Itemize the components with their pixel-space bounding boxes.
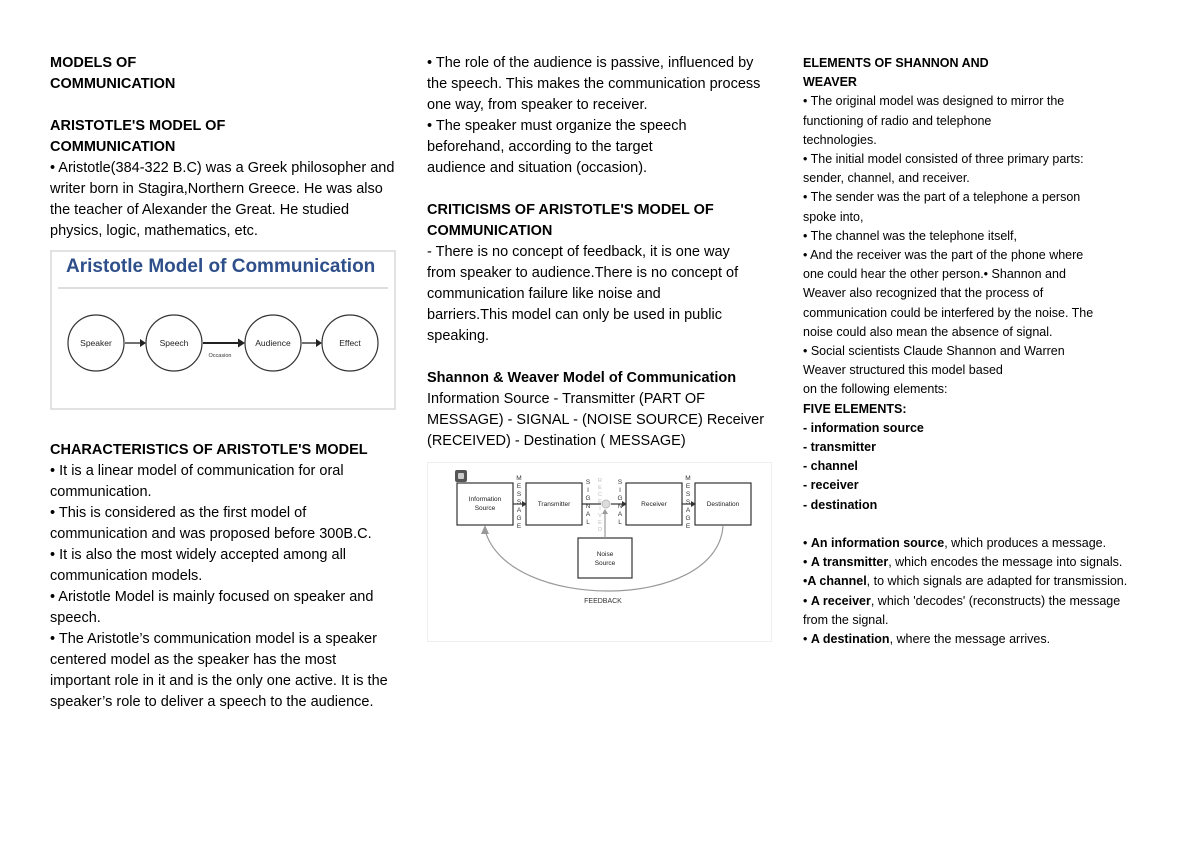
aristotle-heading-line1: ARISTOTLE'S MODEL OF [50, 118, 226, 134]
criticisms-heading-line1: CRITICISMS OF ARISTOTLE'S MODEL OF [427, 202, 714, 218]
elements-line-13: noise could also mean the absence of signal. [803, 324, 1053, 339]
aristotle-figure-title: Aristotle Model of Communication [66, 256, 376, 277]
message-label-right: M E S S A G E [685, 475, 691, 530]
elements-line-15: Weaver structured this model based [803, 363, 1003, 378]
information-source-box [457, 483, 513, 525]
elements-line-12: communication could be interfered by the noise. The [803, 305, 1094, 320]
characteristics-heading: CHARACTERISTICS OF ARISTOTLE'S MODEL [50, 442, 368, 458]
elements-line-14: • Social scientists Claude Shannon and Warren [803, 344, 1065, 359]
elements-line-9: • And the receiver was the part of the phone where [803, 248, 1084, 263]
speaker-bullet-line1: • The speaker must organize the speech [427, 118, 687, 134]
elements-line-7: spoke into, [803, 209, 864, 224]
elements-line-16: on the following elements: [803, 382, 948, 397]
aristotle-heading-line2: COMMUNICATION [50, 139, 176, 155]
column-1 [50, 53, 400, 713]
speaker-bullet-line3: audience and situation (occasion). [427, 160, 648, 176]
elements-line-5: sender, channel, and receiver. [803, 171, 970, 186]
noise-label-1: Noise [596, 551, 614, 558]
elements-line-4: • The initial model consisted of three primary parts: [803, 152, 1084, 167]
criticisms-heading-line2: COMMUNICATION [427, 223, 553, 239]
definition-item: • A destination, where the message arrives. [803, 632, 1051, 647]
criticisms-text-line1: - There is no concept of feedback, it is one way [427, 244, 730, 260]
transmitter-label: Transmitter [537, 501, 571, 508]
shannon-text-line1: Information Source - Transmitter (PART OF [427, 391, 705, 407]
five-element-4: - receiver [803, 478, 859, 493]
received-label: R E C E I V E D [598, 478, 602, 533]
node-effect: Effect [339, 338, 361, 348]
shannon-text-line2: MESSAGE) - SIGNAL - (NOISE SOURCE) Receiver [427, 412, 765, 428]
elements-line-2: functioning of radio and telephone [803, 113, 992, 128]
characteristic-item-1: • It is a linear model of communication for oral communication. [50, 463, 344, 500]
feedback-label: FEEDBACK [584, 598, 622, 605]
elements-line-10: one could hear the other person.• Shannon and [803, 267, 1066, 282]
node-speech: Speech [159, 338, 189, 348]
elements-line-3: technologies. [803, 132, 877, 147]
criticisms-text-line3: communication failure like noise and [427, 286, 661, 302]
elements-line-6: • The sender was the part of a telephone a person [803, 190, 1081, 205]
shannon-diagram [427, 462, 772, 642]
signal-label-left: S I G N A L [585, 479, 591, 526]
elements-line-11: Weaver also recognized that the process of [803, 286, 1044, 301]
elements-line-1: • The original model was designed to mirror the [803, 94, 1065, 109]
audience-role-bullet: • The role of the audience is passive, influenced by the speech. This makes the communication process one way, from speaker to receiver. [427, 55, 761, 113]
definition-item: • An information source, which produces a message. [803, 536, 1107, 551]
column-2 [427, 53, 772, 640]
node-audience: Audience [255, 338, 291, 348]
criticisms-text-line4: barriers.This model can only be used in public [427, 307, 722, 323]
information-source-label-1: Information [468, 496, 502, 503]
shannon-heading: Shannon & Weaver Model of Communication [427, 370, 737, 386]
criticisms-text-line2: from speaker to audience.There is no concept of [427, 265, 739, 281]
node-speaker: Speaker [80, 338, 112, 348]
noise-label-2: Source [594, 560, 616, 567]
five-elements-heading: FIVE ELEMENTS: [803, 401, 907, 416]
document-title-line1: MODELS OF [50, 55, 137, 71]
characteristic-item-4: • Aristotle Model is mainly focused on speaker and speech. [50, 589, 374, 626]
five-element-2: - transmitter [803, 440, 876, 455]
aristotle-bio: • Aristotle(384-322 B.C) was a Greek philosopher and writer born in Stagira,Northern Greece. He was also the teacher of Alexander the Great. He studied physics, logic, mathematics, etc. [50, 160, 395, 239]
criticisms-text-line5: speaking. [427, 328, 490, 344]
information-source-label-2: Source [474, 505, 496, 512]
five-element-1: - information source [803, 420, 924, 435]
occasion-label: Occasion [208, 353, 232, 359]
speaker-bullet-line2: beforehand, according to the target [427, 139, 653, 155]
aristotle-model-figure [50, 250, 396, 410]
receiver-label: Receiver [641, 501, 667, 508]
characteristic-item-2: • This is considered as the first model of communication and was proposed before 300B.C. [50, 505, 372, 542]
elements-heading-line2: WEAVER [803, 75, 857, 90]
noise-source-box [578, 538, 632, 578]
definition-item: •A channel, to which signals are adapted for transmission. [803, 574, 1128, 589]
destination-label: Destination [706, 501, 740, 508]
signal-label-right: S I G N A L [617, 479, 623, 526]
elements-heading-line1: ELEMENTS OF SHANNON AND [803, 56, 989, 70]
column-3 [803, 54, 1148, 649]
five-element-3: - channel [803, 459, 858, 474]
definition-item: • A receiver, which 'decodes' (reconstructs) the message from the signal. [803, 593, 1121, 627]
five-element-5: - destination [803, 497, 878, 512]
shannon-model-figure [427, 462, 767, 640]
characteristic-item-3: • It is also the most widely accepted among all communication models. [50, 547, 347, 584]
elements-line-8: • The channel was the telephone itself, [803, 228, 1018, 243]
definition-item: • A transmitter, which encodes the message into signals. [803, 555, 1123, 570]
characteristic-item-5: • The Aristotle’s communication model is a speaker centered model as the speaker has the most important role in it and is the only one active. It is the speaker’s role to deliver a speech to the audience. [50, 631, 388, 710]
shannon-text-line3: (RECEIVED) - Destination ( MESSAGE) [427, 433, 686, 449]
document-title-line2: COMMUNICATION [50, 76, 176, 92]
message-label-left: M E S S A G E [516, 475, 522, 530]
